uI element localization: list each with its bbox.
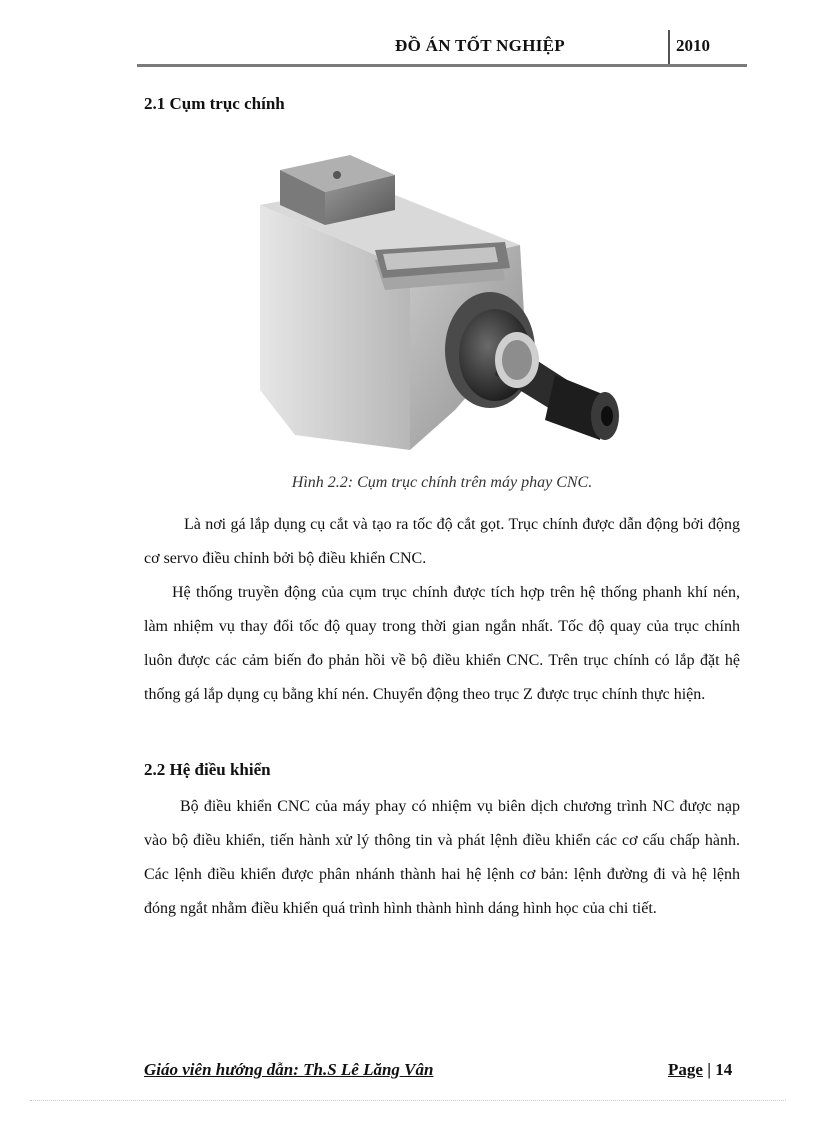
paragraph: Là nơi gá lắp dụng cụ cắt và tạo ra tốc độ cắt gọt. Trục chính được dẫn động bởi động cơ servo điều chỉnh bởi bộ điều khiển CNC. (144, 516, 740, 567)
spindle-image (255, 150, 635, 460)
document-header-year: 2010 (676, 36, 710, 55)
section-heading-spindle: 2.1 Cụm trục chính (144, 94, 285, 113)
document-header-title: ĐỒ ÁN TỐT NGHIỆP (395, 36, 565, 55)
footer-page-number (668, 1060, 732, 1080)
page-separator: | (707, 1060, 711, 1079)
section-heading-control-system: 2.2 Hệ điều khiển (144, 760, 271, 779)
figure-caption: Hình 2.2: Cụm trục chính trên máy phay CNC. (291, 474, 593, 491)
footer-advisor: Giáo viên hướng dẫn: Th.S Lê Lăng Vân (144, 1060, 434, 1079)
page-number: 14 (715, 1060, 733, 1079)
header-rule (137, 64, 747, 67)
paragraph: Bộ điều khiển CNC của máy phay có nhiệm vụ biên dịch chương trình NC được nạp vào bộ điều khiển, tiến hành xử lý thông tin và phát lệnh điều khiển các cơ cấu chấp hành. Các lệnh điều khiển được phân nhánh thành hai hệ lệnh cơ bản: lệnh đường đi và hệ lệnh đóng ngắt nhằm điều khiển quá trình hình thành hình dáng hình học của chi tiết. (144, 798, 740, 917)
page-label: Page (668, 1060, 703, 1079)
paragraph: Hệ thống truyền động của cụm trục chính được tích hợp trên hệ thống phanh khí nén, làm nhiệm vụ thay đổi tốc độ quay trong thời gian ngắn nhất. Tốc độ quay của trục chính luôn được các cảm biến đo phản hồi về bộ điều khiển CNC. Trên trục chính có lắp đặt hệ thống gá lắp dụng cụ bằng khí nén. Chuyển động theo trục Z được trục chính thực hiện. (144, 584, 740, 703)
footer-dotted-border (30, 1100, 786, 1101)
spindle-figure (255, 150, 635, 460)
header-separator (668, 30, 670, 64)
